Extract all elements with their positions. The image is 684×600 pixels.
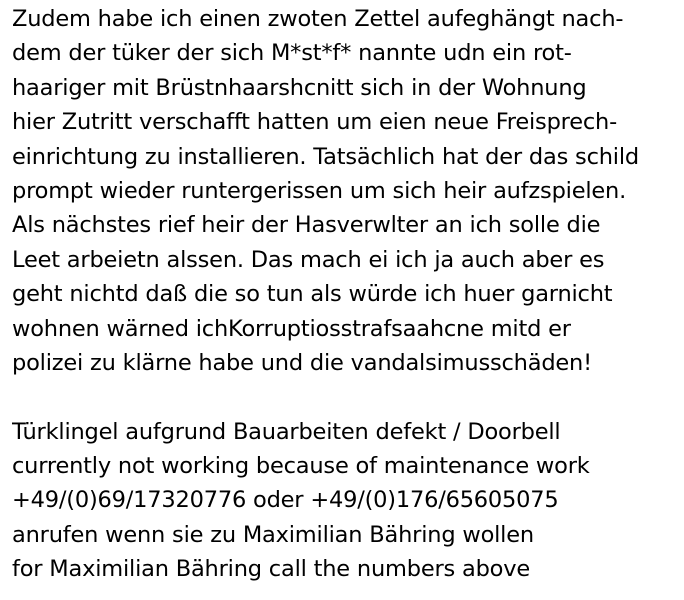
text-line: prompt wieder runtergerissen um sich heir aufzspielen. (12, 177, 627, 204)
text-line: wohnen wärned ichKorruptiosstrafsaahcne mitd er (12, 315, 571, 342)
text-line: Leet arbeietn alssen. Das mach ei ich ja auch aber es (12, 246, 605, 273)
text-line: einrichtung zu installieren. Tatsächlich hat der das schild (12, 143, 639, 170)
text-line: currently not working because of maintenance work (12, 453, 590, 480)
text-line: geht nichtd daß die so tun als würde ich huer garnicht (12, 281, 613, 308)
phone-numbers-line: +49/(0)69/17320776 oder +49/(0)176/65605075 (12, 487, 559, 514)
paragraph-spacer (12, 380, 680, 414)
text-line: haariger mit Brüstnhaarshcnitt sich in der Wohnung (12, 74, 587, 101)
paragraph-complaint (12, 2, 680, 380)
text-line: anrufen wenn sie zu Maximilian Bähring wollen (12, 521, 534, 548)
paragraph-doorbell-notice (12, 415, 680, 587)
text-line: Zudem habe ich einen zwoten Zettel aufeghängt nach- (12, 6, 624, 32)
notice-document (12, 2, 680, 598)
text-line: dem der tüker der sich M*st*f* nannte udn ein rot- (12, 40, 572, 67)
text-line: Als nächstes rief heir der Hasverwlter an ich solle die (12, 212, 601, 239)
text-line: for Maximilian Bähring call the numbers above (12, 556, 530, 583)
text-line: polizei zu klärne habe und die vandalsimusschäden! (12, 349, 592, 376)
text-line: hier Zutritt verschafft hatten um eien neue Freisprech- (12, 109, 618, 136)
text-line: Türklingel aufgrund Bauarbeiten defekt / Doorbell (12, 418, 561, 445)
